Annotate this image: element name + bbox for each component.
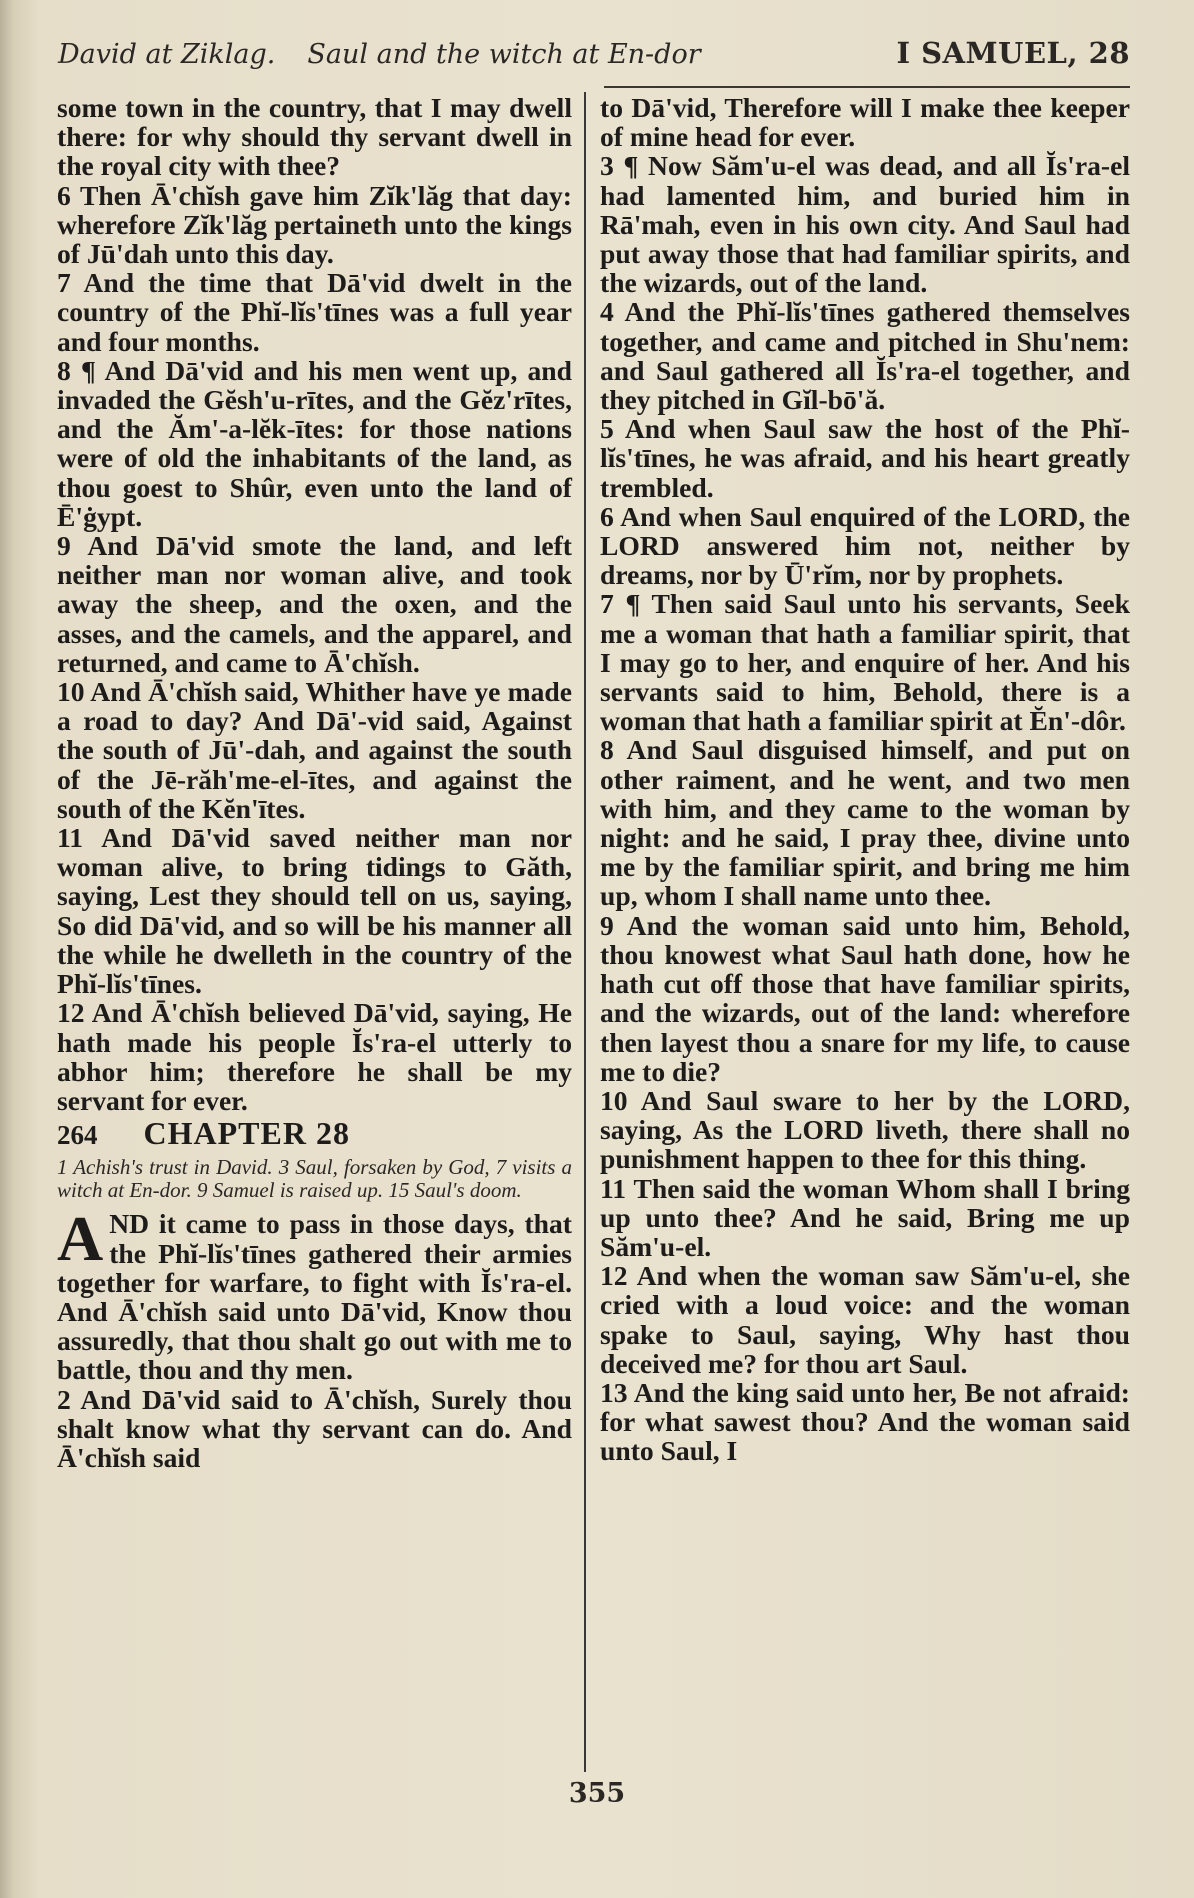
verse-13-ch28: 13 And the king said unto her, Be not afraid: for what sawest thou? And the woman said unto Saul, I <box>600 1376 1130 1467</box>
verse-1 <box>57 1203 572 1386</box>
verse-6-ch28: 6 And when Saul enquired of the LORD, the LORD answered him not, neither by dreams, nor by Ū'rĭm, nor by prophets. <box>600 500 1130 591</box>
verse-12: 12 And Ā'chĭsh believed Dā'vid, saying, He hath made his people Ĭs'ra-el utterly to abhor him; therefore he shall be my servant for ever. <box>57 997 572 1116</box>
verse-3: 3 ¶ Now Săm'u-el was dead, and all Ĭs'ra-el had lamented him, and buried him in Rā'mah, even in his own city. And Saul had put away those that had familiar spirits, and the wizards, out of the land. <box>600 150 1130 299</box>
verse-2: 2 And Dā'vid said to Ā'chĭsh, Surely thou shalt know what thy servant can do. And Ā'chĭsh said <box>57 1383 572 1473</box>
left-paragraph-1: some town in the country, that I may dwell there: for why should thy servant dwell in the royal city with thee? <box>57 92 572 182</box>
verse-12-ch28: 12 And when the woman saw Săm'u-el, she cried with a loud voice: and the woman spake to Saul, saying, Why hast thou deceived me? for thou art Saul. <box>600 1260 1130 1379</box>
verse-9-ch28: 9 And the woman said unto him, Behold, thou knowest what Saul hath done, how he hath cut off those that have familiar spirits, and the wizards, out of the land: wherefore then layest thou a snare for my life, to cause me to die? <box>600 909 1130 1087</box>
page-number: 355 <box>568 1778 626 1809</box>
right-column <box>600 93 1130 1466</box>
right-paragraph-1: to Dā'vid, Therefore will I make thee keeper of mine head for ever. <box>600 92 1130 153</box>
verse-6: 6 Then Ā'chĭsh gave him Zĭk'lăg that day: wherefore Zĭk'lăg pertaineth unto the kings of Jū'dah unto this day. <box>57 179 572 270</box>
verse-9: 9 And Dā'vid smote the land, and left neither man nor woman alive, and took away the sheep, and the oxen, and the asses, and the camels, and the apparel, and returned, and came to Ā'chĭsh. <box>57 530 572 678</box>
running-header <box>58 36 1130 80</box>
verse-11: 11 And Dā'vid saved neither man nor woman alive, to bring tidings to Găth, saying, Lest they should tell on us, saying, So did Dā'vid, and so will be his manner all the while he dwelleth in the country of the Phĭ-lĭs'tīnes. <box>57 822 572 1000</box>
verse-7-ch28: 7 ¶ Then said Saul unto his servants, Seek me a woman that hath a familiar spirit, that I may go to her, and enquire of her. And his servants said to him, Behold, there is a woman that hath a familiar spirit at Ĕn'-dôr. <box>600 588 1130 737</box>
header-middle-title: Saul and the witch at En-dor <box>307 39 701 70</box>
header-left-title: David at Ziklag. <box>58 39 276 70</box>
chapter-reference-number: 264 <box>57 1120 98 1151</box>
verse-1-text: ND it came to pass in those days, that the Phĭ-lĭs'tīnes gathered their armies together for warfare, to fight with Ĭs'ra-el. And Ā'chĭsh said unto Dā'vid, Know thou assuredly, that thou shalt go out with me to battle, thou and thy men. <box>57 1208 572 1386</box>
verse-7: 7 And the time that Dā'vid dwelt in the country of the Phĭ-lĭs'tīnes was a full year and four months. <box>57 267 572 357</box>
chapter-summary: 1 Achish's trust in David. 3 Saul, forsaken by God, 7 visits a witch at En-dor. 9 Samuel is raised up. 15 Saul's doom. <box>57 1155 572 1202</box>
verse-8: 8 ¶ And Dā'vid and his men went up, and invaded the Gĕsh'u-rītes, and the Gĕz'rītes, and the Ăm'-a-lĕk-ītes: for those nations were of old the inhabitants of the land, as thou goest to Shûr, even unto the land of Ē'ġypt. <box>57 354 572 532</box>
chapter-heading <box>57 1115 572 1152</box>
header-book-chapter: I SAMUEL, 28 <box>896 36 1130 70</box>
verse-11-ch28: 11 Then said the woman Whom shall I bring up unto thee? And he said, Bring me up Săm'u-el. <box>600 1172 1130 1262</box>
left-column <box>57 93 572 1472</box>
column-divider <box>584 92 586 1772</box>
verse-4: 4 And the Phĭ-lĭs'tīnes gathered themselves together, and came and pitched in Shu'nem: and Saul gathered all Ĭs'ra-el together, and they pitched in Gĭl-bō'ă. <box>600 296 1130 416</box>
drop-cap: A <box>57 1203 104 1275</box>
right-column-top-rule <box>604 86 1130 88</box>
chapter-title: CHAPTER 28 <box>143 1115 350 1152</box>
verse-5: 5 And when Saul saw the host of the Phĭ-lĭs'tīnes, he was afraid, and his heart greatly trembled. <box>600 413 1130 503</box>
verse-10: 10 And Ā'chĭsh said, Whither have ye made a road to day? And Dā'-vid said, Against the south of Jū'-dah, and against the south of the Jē-răh'me-el-ītes, and against the south of the Kĕn'ītes. <box>57 676 572 824</box>
verse-8-ch28: 8 And Saul disguised himself, and put on other raiment, and he went, and two men with him, and they came to the woman by night: and he said, I pray thee, divine unto me by the familiar spirit, and bring me him up, whom I shall name unto thee. <box>600 734 1130 912</box>
verse-10-ch28: 10 And Saul sware to her by the LORD, saying, As the LORD liveth, there shall no punishment happen to thee for this thing. <box>600 1084 1130 1175</box>
